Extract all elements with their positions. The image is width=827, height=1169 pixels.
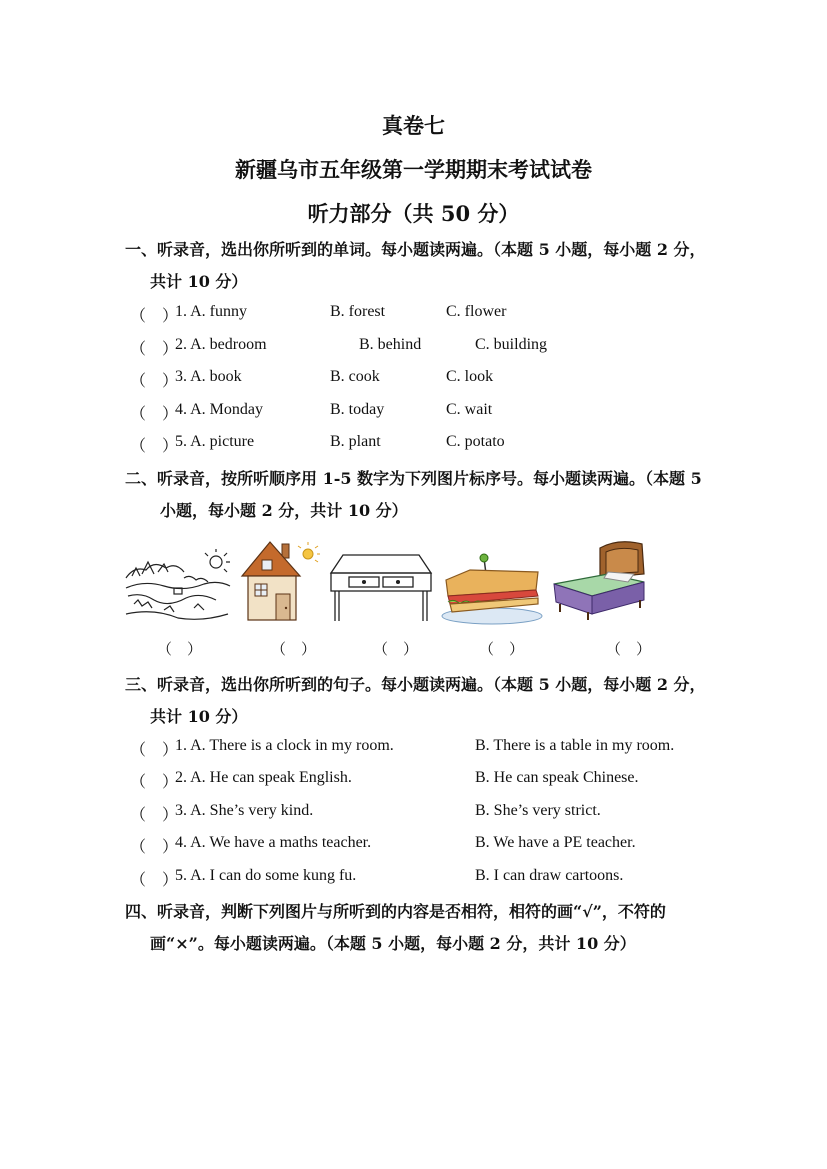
answer-paren[interactable]: （ ） — [130, 774, 179, 791]
picture-2-answer[interactable]: （ ） — [271, 642, 317, 658]
exam-series-title: 真卷七 — [382, 113, 445, 138]
section-2-instruction-cont: 小题，每小题 2 分，共计 10 分） — [160, 501, 408, 520]
answer-paren[interactable]: （ ） — [130, 839, 179, 856]
option-a: 1. A. funny — [175, 303, 247, 320]
option-a: 4. A. Monday — [175, 401, 263, 418]
option-a: 4. A. We have a maths teacher. — [175, 834, 372, 851]
picture-5-answer[interactable]: （ ） — [606, 642, 652, 658]
option-b: B. today — [330, 401, 385, 418]
option-b: B. We have a PE teacher. — [475, 834, 636, 851]
option-c: C. flower — [446, 303, 507, 320]
option-c: C. building — [475, 336, 548, 353]
exam-title: 新疆乌市五年级第一学期期末考试试卷 — [235, 157, 592, 182]
option-a: 2. A. bedroom — [175, 336, 267, 353]
option-b: B. forest — [330, 303, 386, 320]
option-b: B. cook — [330, 368, 380, 385]
option-a: 3. A. She’s very kind. — [175, 802, 314, 819]
section-4-instruction: 四、听录音，判断下列图片与所听到的内容是否相符，相符的画“√”，不符的 — [125, 902, 666, 921]
landscape-picture — [124, 548, 232, 624]
option-c: C. look — [446, 368, 494, 385]
section-2-instruction: 二、听录音，按所听顺序用 1-5 数字为下列图片标序号。每小题读两遍。（本题 5 — [125, 469, 702, 488]
answer-paren[interactable]: （ ） — [130, 438, 179, 455]
section-1-instruction: 一、听录音，选出你所听到的单词。每小题读两遍。（本题 5 小题，每小题 2 分， — [125, 240, 706, 259]
answer-paren[interactable]: （ ） — [130, 872, 179, 889]
option-c: C. wait — [446, 401, 493, 418]
answer-paren[interactable]: （ ） — [130, 742, 179, 759]
bed-picture — [548, 538, 648, 624]
section-1-instruction-cont: 共计 10 分） — [150, 272, 248, 291]
option-b: B. behind — [359, 336, 422, 353]
answer-paren[interactable]: （ ） — [130, 308, 179, 325]
option-b: B. plant — [330, 433, 381, 450]
option-a: 3. A. book — [175, 368, 242, 385]
option-a: 2. A. He can speak English. — [175, 769, 352, 786]
option-a: 5. A. I can do some kung fu. — [175, 867, 357, 884]
option-b: B. I can draw cartoons. — [475, 867, 624, 884]
option-b: B. She’s very strict. — [475, 802, 601, 819]
section-4-instruction-cont: 画“×”。每小题读两遍。（本题 5 小题，每小题 2 分，共计 10 分） — [150, 934, 636, 953]
option-a: 1. A. There is a clock in my room. — [175, 737, 394, 754]
table-picture — [327, 551, 435, 623]
picture-1-answer[interactable]: （ ） — [157, 642, 203, 658]
picture-4-answer[interactable]: （ ） — [479, 642, 525, 658]
answer-paren[interactable]: （ ） — [130, 807, 179, 824]
sandwich-picture — [440, 550, 544, 626]
answer-paren[interactable]: （ ） — [130, 406, 179, 423]
option-a: 5. A. picture — [175, 433, 255, 450]
option-c: C. potato — [446, 433, 505, 450]
option-b: B. There is a table in my room. — [475, 737, 675, 754]
picture-3-answer[interactable]: （ ） — [373, 642, 419, 658]
house-picture — [238, 536, 322, 624]
section-3-instruction-cont: 共计 10 分） — [150, 707, 248, 726]
answer-paren[interactable]: （ ） — [130, 341, 179, 358]
listening-part-title: 听力部分（共 50 分） — [307, 201, 520, 226]
option-b: B. He can speak Chinese. — [475, 769, 639, 786]
answer-paren[interactable]: （ ） — [130, 373, 179, 390]
section-3-instruction: 三、听录音，选出你所听到的句子。每小题读两遍。（本题 5 小题，每小题 2 分， — [125, 675, 706, 694]
